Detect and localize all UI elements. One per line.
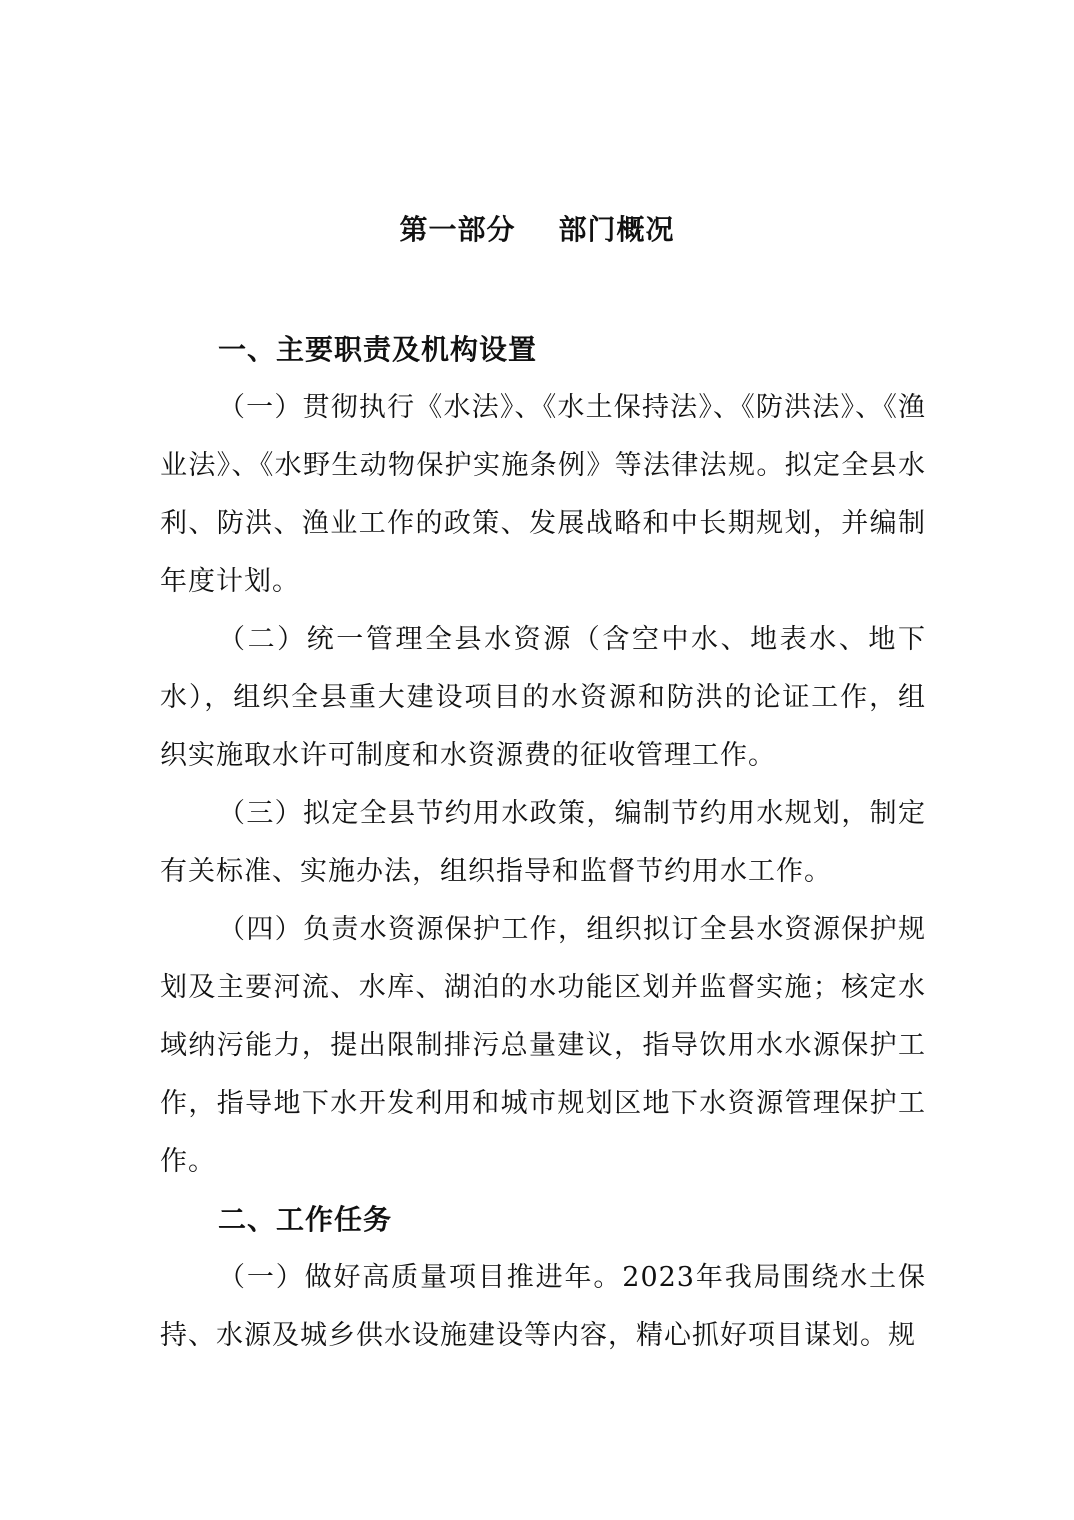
page-title: 第一部分 部门概况 (399, 213, 675, 246)
section-heading: 二、工作任务 (218, 1203, 393, 1236)
section-tasks (160, 1191, 926, 1365)
paragraph: （一）贯彻执行《水法》、《水土保持法》、《防洪法》、《渔业法》、《水野生动物保护实施条例》等法律法规。拟定全县水利、防洪、渔业工作的政策、发展战略和中长期规划，并编制年度计划。 (160, 392, 926, 597)
paragraph: （四）负责水资源保护工作，组织拟订全县水资源保护规划及主要河流、水库、湖泊的水功能区划并监督实施；核定水域纳污能力，提出限制排污总量建议，指导饮用水水源保护工作，指导地下水开发利用和城市规划区地下水资源管理保护工作。 (160, 914, 926, 1177)
paragraph: （二）统一管理全县水资源（含空中水、地表水、地下水），组织全县重大建设项目的水资源和防洪的论证工作，组织实施取水许可制度和水资源费的征收管理工作。 (160, 624, 926, 771)
paragraph: （三）拟定全县节约用水政策，编制节约用水规划，制定有关标准、实施办法，组织指导和监督节约用水工作。 (160, 798, 926, 887)
paragraph: （一）做好高质量项目推进年。2023年我局围绕水土保持、水源及城乡供水设施建设等内容，精心抓好项目谋划。规 (160, 1262, 926, 1351)
section-heading: 一、主要职责及机构设置 (218, 333, 538, 366)
document-body (160, 321, 926, 1365)
section-duties (160, 321, 926, 1191)
